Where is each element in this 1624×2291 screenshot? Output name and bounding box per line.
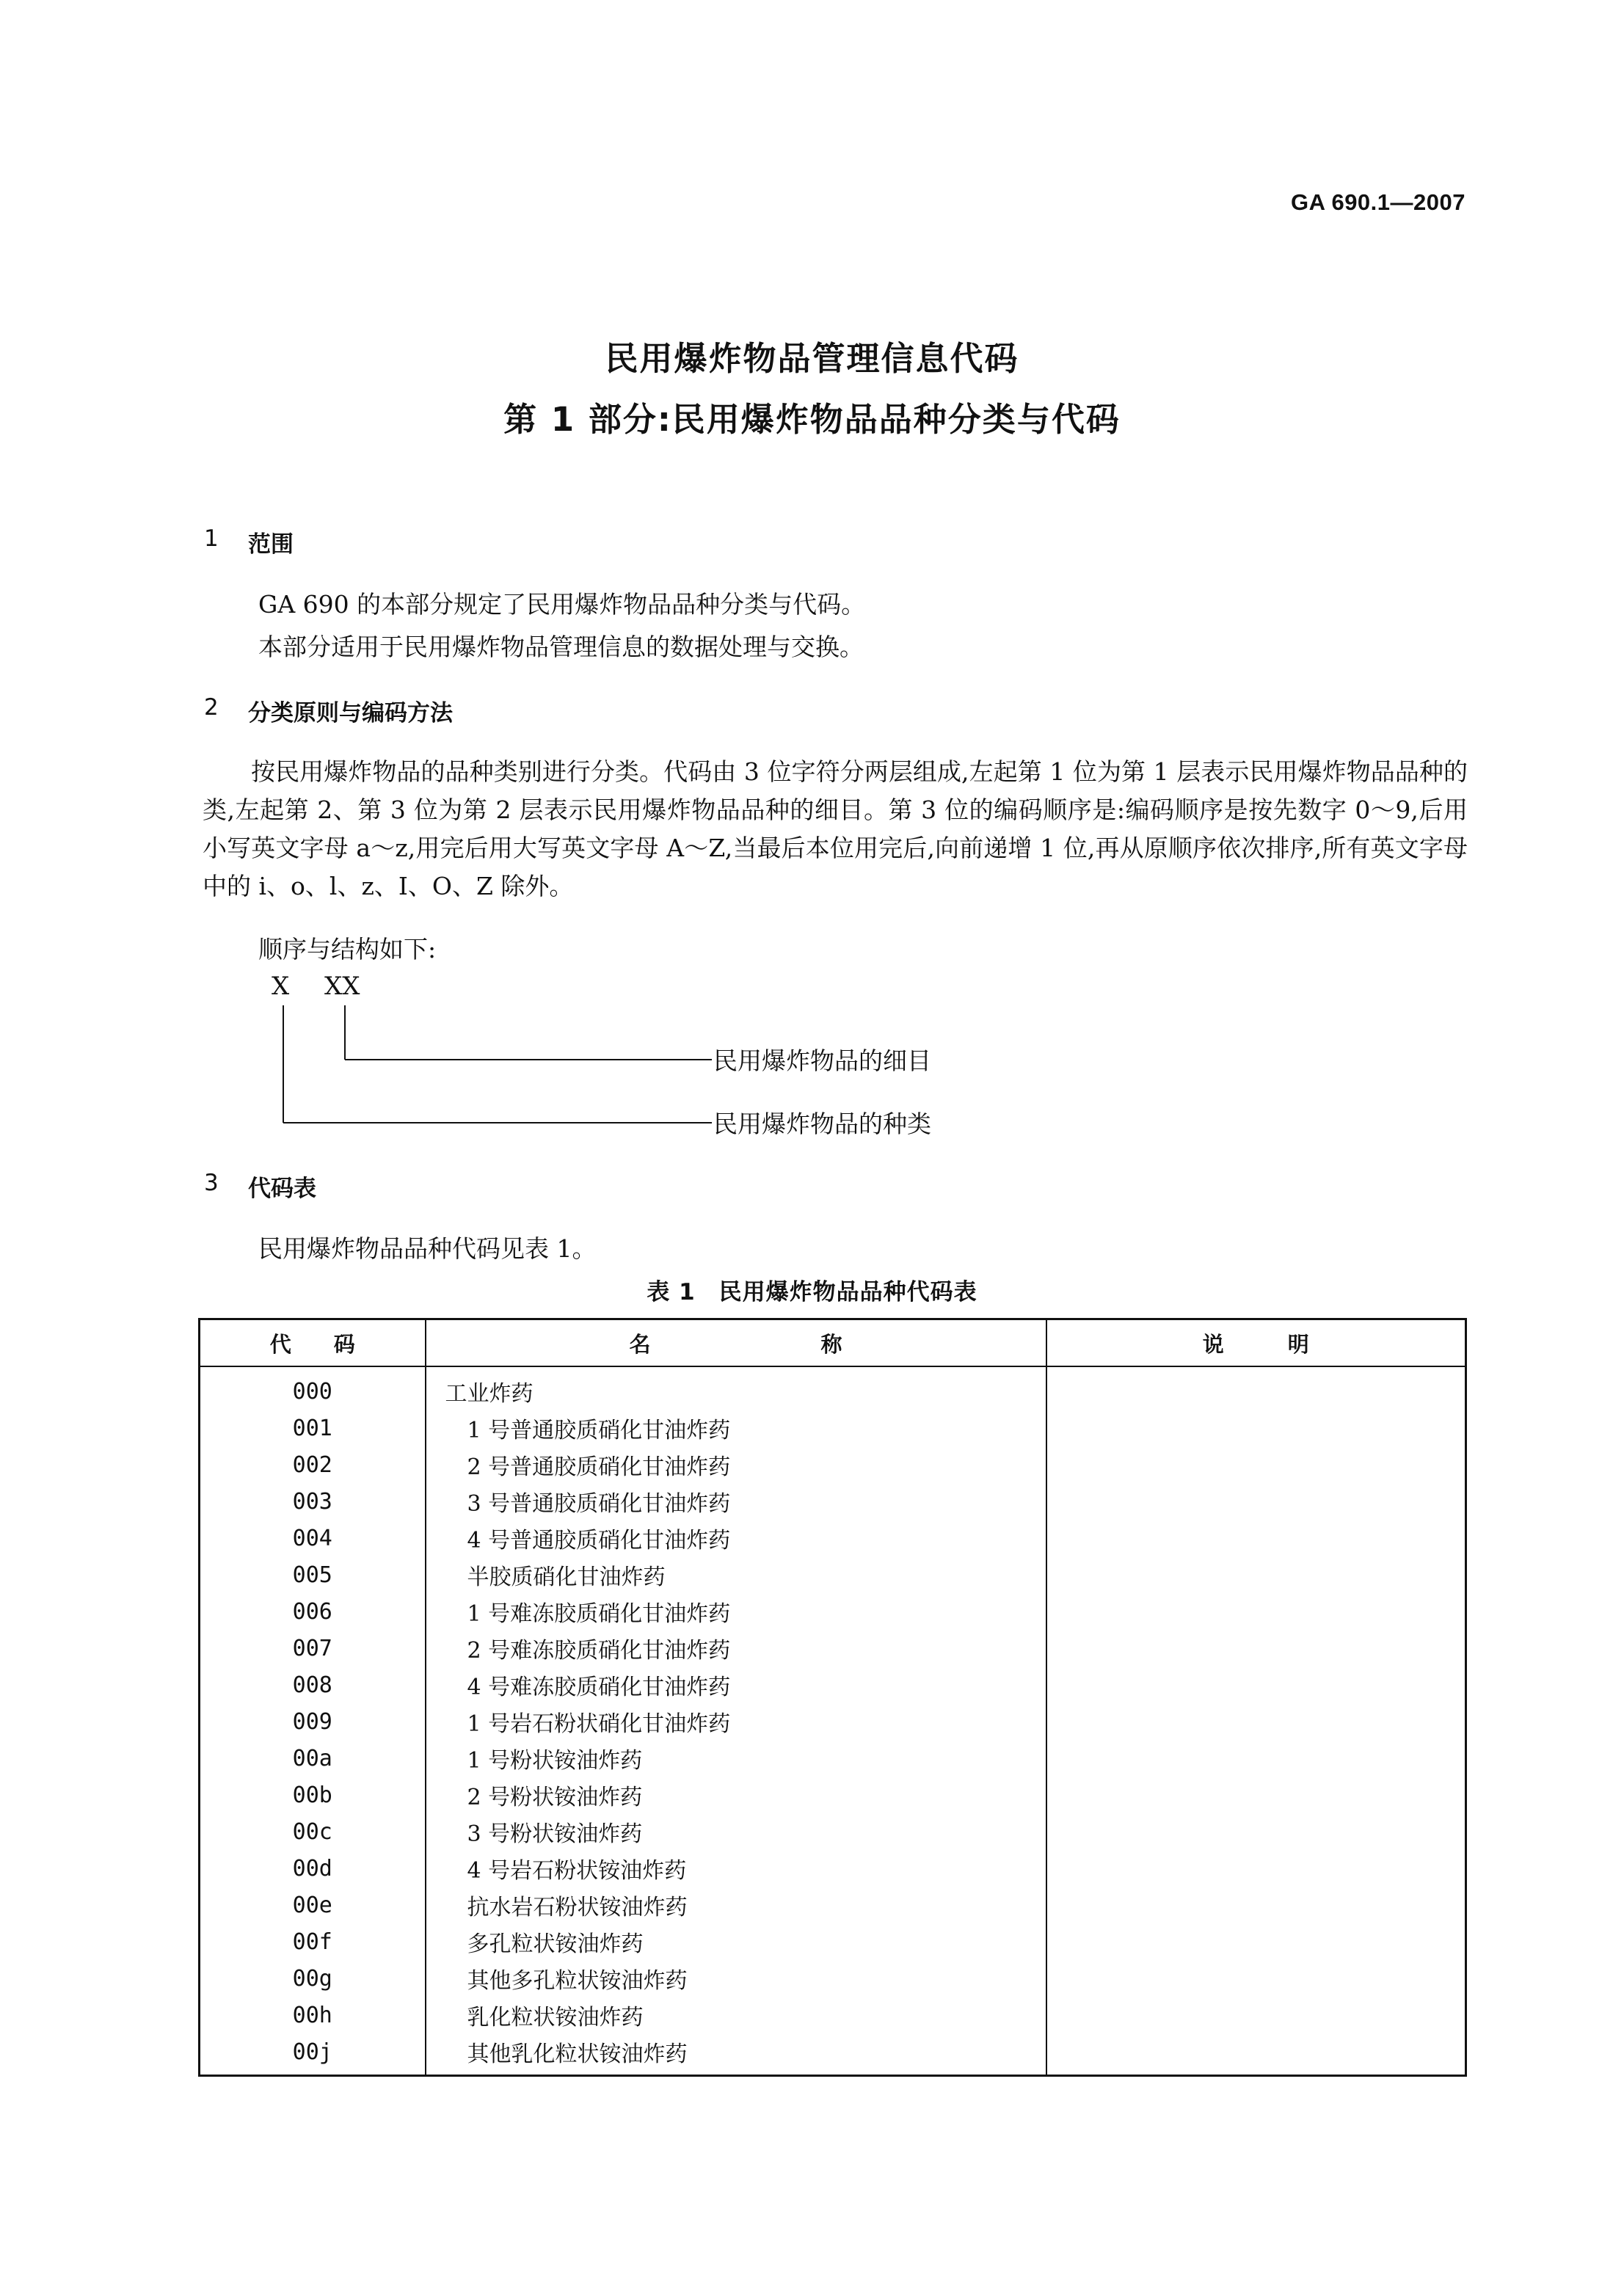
section-1-number: 1 [204,525,219,552]
cell-name: 4 号难冻胶质硝化甘油炸药 [426,1667,1046,1703]
table-row [200,1410,1466,1446]
cell-name: 2 号粉状铵油炸药 [426,1777,1046,1813]
cell-code: 00c [200,1813,426,1850]
code-table [198,1318,1467,2077]
table-row [200,1887,1466,1923]
cell-note [1046,1850,1466,1887]
cell-code: 002 [200,1446,426,1483]
section-2-para-1: 按民用爆炸物品的品种类别进行分类。代码由 3 位字符分两层组成,左起第 1 位为第 1 层表示民用爆炸物品品种的类,左起第 2、第 3 位为第 2 层表示民用爆炸物品品种的细目。第 3 位的编码顺序是:编码顺序是按先数字 0～9,后用小写英文字母 a～z,用完后用大写英文字母 A～Z,当最后本位用完后,向前递增 1 位,再从原顺序依次排序,所有英文字母中的 i、o、l、z、I、O、Z 除外。 [203,757,1468,900]
cell-code: 00e [200,1887,426,1923]
cell-name: 1 号难冻胶质硝化甘油炸药 [426,1593,1046,1630]
section-1-para-1: GA 690 的本部分规定了民用爆炸物品品种分类与代码。 [258,590,866,619]
cell-note [1046,1997,1466,2033]
cell-name: 1 号普通胶质硝化甘油炸药 [426,1410,1046,1446]
table-row [200,2033,1466,2076]
cell-name: 其他乳化粒状铵油炸药 [426,2033,1046,2076]
section-3-heading: 代码表 [248,1176,316,1202]
cell-note [1046,1520,1466,1556]
cell-name: 3 号粉状铵油炸药 [426,1813,1046,1850]
table-row [200,1997,1466,2033]
cell-note [1046,1556,1466,1593]
table-caption: 表 1 民用爆炸物品品种代码表 [647,1279,977,1305]
cell-note [1046,1667,1466,1703]
cell-name: 乳化粒状铵油炸药 [426,1997,1046,2033]
cell-name: 3 号普通胶质硝化甘油炸药 [426,1483,1046,1520]
cell-name: 4 号普通胶质硝化甘油炸药 [426,1520,1046,1556]
section-2-number: 2 [204,694,219,721]
header-code: 代 码 [200,1319,426,1367]
table-row [200,1960,1466,1997]
cell-code: 00f [200,1923,426,1960]
cell-name: 半胶质硝化甘油炸药 [426,1556,1046,1593]
cell-name: 工业炸药 [426,1366,1046,1410]
cell-name: 1 号粉状铵油炸药 [426,1740,1046,1777]
standard-number: GA 690.1—2007 [1290,189,1465,215]
header-note: 说 明 [1046,1319,1466,1367]
cell-code: 00b [200,1777,426,1813]
code-structure-diagram [272,969,1005,1145]
cell-name: 抗水岩石粉状铵油炸药 [426,1887,1046,1923]
cell-code: 009 [200,1703,426,1740]
table-row [200,1777,1466,1813]
cell-name: 2 号难冻胶质硝化甘油炸药 [426,1630,1046,1667]
cell-note [1046,1630,1466,1667]
cell-note [1046,1740,1466,1777]
structure-mark-detail: XX [324,972,360,1001]
cell-code: 005 [200,1556,426,1593]
section-2-heading: 分类原则与编码方法 [248,700,453,726]
cell-code: 007 [200,1630,426,1667]
section-2-para-2: 顺序与结构如下: [258,935,437,964]
document-subtitle: 第 1 部分:民用爆炸物品品种分类与代码 [503,400,1121,439]
table-row [200,1593,1466,1630]
section-2-body [203,753,1468,906]
table-row [200,1850,1466,1887]
cell-name: 其他多孔粒状铵油炸药 [426,1960,1046,1997]
cell-name: 多孔粒状铵油炸药 [426,1923,1046,1960]
cell-code: 00j [200,2033,426,2076]
cell-code: 00d [200,1850,426,1887]
table-row [200,1483,1466,1520]
cell-note [1046,1960,1466,1997]
section-3-number: 3 [204,1170,219,1196]
header-name: 名 称 [426,1319,1046,1367]
cell-note [1046,1703,1466,1740]
table-row [200,1556,1466,1593]
cell-code: 00g [200,1960,426,1997]
cell-note [1046,1483,1466,1520]
cell-code: 006 [200,1593,426,1630]
structure-label-detail: 民用爆炸物品的细目 [713,1046,931,1075]
cell-note [1046,1923,1466,1960]
structure-mark-class: X [272,972,290,1001]
table-body [200,1366,1466,2076]
table-row [200,1813,1466,1850]
cell-note [1046,1366,1466,1410]
cell-note [1046,1446,1466,1483]
cell-code: 00h [200,1997,426,2033]
table-header-row [200,1319,1466,1367]
cell-code: 000 [200,1366,426,1410]
table-row [200,1740,1466,1777]
cell-note [1046,2033,1466,2076]
cell-name: 2 号普通胶质硝化甘油炸药 [426,1446,1046,1483]
section-3-para: 民用爆炸物品品种代码见表 1。 [258,1234,597,1263]
structure-label-class: 民用爆炸物品的种类 [713,1110,931,1138]
cell-name: 1 号岩石粉状硝化甘油炸药 [426,1703,1046,1740]
cell-code: 008 [200,1667,426,1703]
cell-code: 00a [200,1740,426,1777]
table-row [200,1923,1466,1960]
cell-note [1046,1593,1466,1630]
document-title: 民用爆炸物品管理信息代码 [605,339,1019,378]
table-row [200,1703,1466,1740]
cell-code: 001 [200,1410,426,1446]
cell-code: 004 [200,1520,426,1556]
cell-name: 4 号岩石粉状铵油炸药 [426,1850,1046,1887]
table-row [200,1667,1466,1703]
table-row [200,1446,1466,1483]
table-row [200,1630,1466,1667]
table-row [200,1366,1466,1410]
cell-code: 003 [200,1483,426,1520]
cell-note [1046,1813,1466,1850]
section-1-heading: 范围 [248,531,294,558]
cell-note [1046,1410,1466,1446]
cell-note [1046,1887,1466,1923]
section-1-para-2: 本部分适用于民用爆炸物品管理信息的数据处理与交换。 [258,633,864,661]
table-row [200,1520,1466,1556]
cell-note [1046,1777,1466,1813]
